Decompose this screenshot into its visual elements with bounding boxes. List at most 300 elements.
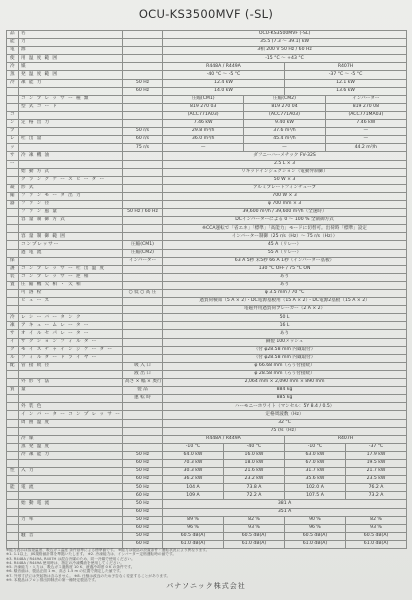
spec-label bbox=[19, 370, 123, 378]
spec-row bbox=[7, 395, 407, 403]
spec-value: 23.5 kW bbox=[345, 476, 406, 484]
spec-category: 護 bbox=[7, 265, 19, 273]
spec-value: 109 A bbox=[163, 492, 224, 500]
spec-value: リキッドインジェクション（電動弁制御） bbox=[163, 168, 407, 176]
spec-label: 始 動 電 流 bbox=[19, 500, 123, 508]
spec-value: 35.6 kW bbox=[284, 476, 345, 484]
spec-value: 82 % bbox=[345, 516, 406, 524]
spec-category: 冷 bbox=[7, 63, 19, 71]
spec-value: インバーター制御（25 r/s（Hz）～ 75 r/s（Hz）） bbox=[163, 233, 407, 241]
spec-value: 29.8 m³/h bbox=[163, 128, 244, 136]
spec-label: 吐 出 量 bbox=[19, 136, 123, 144]
spec-value: φ 66.68 mm（ろう付接続） bbox=[163, 362, 407, 370]
spec-category: 電 bbox=[7, 47, 19, 55]
spec-value: 73.2 A bbox=[345, 492, 406, 500]
spec-value: 76.2 A bbox=[345, 484, 406, 492]
spec-value: 82 % bbox=[223, 516, 284, 524]
spec-row bbox=[7, 63, 407, 71]
spec-category bbox=[7, 524, 19, 532]
spec-category bbox=[7, 95, 19, 103]
spec-category bbox=[7, 476, 19, 484]
spec-value: R407H bbox=[284, 63, 406, 71]
spec-row bbox=[7, 427, 407, 435]
spec-row bbox=[7, 443, 407, 451]
spec-row bbox=[7, 265, 407, 273]
spec-row bbox=[7, 144, 407, 152]
spec-sub-label bbox=[123, 95, 163, 103]
spec-value: 7.46 kW bbox=[163, 120, 244, 128]
spec-value: -10 °C bbox=[163, 443, 224, 451]
spec-sub-label bbox=[123, 63, 163, 71]
spec-category: 冷 bbox=[7, 314, 19, 322]
spec-label: 蒸 発 温 度 bbox=[19, 443, 123, 451]
spec-label bbox=[19, 492, 123, 500]
spec-category bbox=[7, 451, 19, 459]
spec-label bbox=[19, 459, 123, 467]
spec-value: 13.6 kW bbox=[284, 87, 406, 95]
spec-table-body bbox=[7, 31, 407, 549]
spec-row bbox=[7, 322, 407, 330]
spec-value: -37 °C bbox=[345, 443, 406, 451]
spec-category bbox=[7, 225, 19, 233]
spec-row bbox=[7, 152, 407, 160]
spec-value: 819 270 04 bbox=[244, 103, 325, 111]
spec-value: DCインバーターによる 0 ～ 100 % 全制御方式 bbox=[163, 217, 407, 225]
spec-value: 96 % bbox=[284, 524, 345, 532]
spec-category bbox=[7, 419, 19, 427]
spec-row bbox=[7, 281, 407, 289]
spec-value: 定格周波数（Hz） bbox=[163, 411, 407, 419]
spec-sub-label bbox=[123, 435, 163, 443]
spec-row bbox=[7, 200, 407, 208]
spec-label: 容 量 制 御 方 式 bbox=[19, 217, 123, 225]
spec-sub-label: 50 Hz / 60 Hz bbox=[123, 209, 163, 217]
spec-sub-label bbox=[123, 403, 163, 411]
spec-sub-label: 50 Hz bbox=[123, 516, 163, 524]
spec-row bbox=[7, 257, 407, 265]
spec-label: 冷 凍 能 力 bbox=[19, 451, 123, 459]
spec-sub-label: インバーター bbox=[123, 257, 163, 265]
spec-sub-label bbox=[123, 273, 163, 281]
spec-category bbox=[7, 532, 19, 540]
footnotes bbox=[6, 548, 406, 582]
spec-sub-label bbox=[123, 354, 163, 362]
spec-label: 外 装 色 bbox=[19, 403, 123, 411]
spec-row bbox=[7, 516, 407, 524]
spec-label: 凍 能 力 bbox=[19, 79, 123, 87]
spec-value: 19.5 kW bbox=[345, 459, 406, 467]
spec-label bbox=[19, 111, 123, 119]
spec-row bbox=[7, 249, 407, 257]
spec-sub-label bbox=[123, 225, 163, 233]
spec-value: 107.5 A bbox=[284, 492, 345, 500]
spec-sub-label bbox=[123, 120, 163, 128]
spec-row bbox=[7, 362, 407, 370]
spec-value: 21.7 kW bbox=[345, 468, 406, 476]
spec-label: 定 格 出 力 bbox=[19, 120, 123, 128]
spec-value: 過負荷検知（5 A × 2）・DC電源基板用（15 A × 2）・DC電源2基板（15 A × 2） bbox=[163, 298, 407, 306]
spec-row bbox=[7, 354, 407, 362]
spec-label: ア キ ュ ー ム レ ー タ ー bbox=[19, 322, 123, 330]
spec-sub-label: 50 Hz bbox=[123, 484, 163, 492]
spec-category bbox=[7, 459, 19, 467]
spec-value: 39,600 m³/h / 39,600 m³/h（全速時） bbox=[163, 209, 407, 217]
spec-value: アルミプレートフィンチューブ bbox=[163, 184, 407, 192]
spec-label: 力 率 bbox=[19, 516, 123, 524]
spec-value: 37.6 m³/h bbox=[244, 128, 325, 136]
spec-value: R448A / R449A bbox=[163, 63, 285, 71]
spec-category bbox=[7, 176, 19, 184]
spec-sub-label bbox=[123, 200, 163, 208]
spec-value: 63.0 kW bbox=[284, 451, 345, 459]
spec-label: 形 式 bbox=[19, 184, 123, 192]
spec-value: 18.0 kW bbox=[223, 459, 284, 467]
spec-sub-label bbox=[123, 39, 163, 47]
spec-row bbox=[7, 290, 407, 298]
company-name: パナソニック株式会社 bbox=[166, 582, 246, 590]
spec-category bbox=[7, 508, 19, 516]
spec-sub-label: 運 転 時 bbox=[123, 395, 163, 403]
spec-sub-label bbox=[123, 346, 163, 354]
spec-category: レ bbox=[7, 136, 19, 144]
spec-value: -40 °C ～ -5 °C bbox=[163, 71, 285, 79]
spec-sub-label bbox=[123, 71, 163, 79]
spec-row bbox=[7, 233, 407, 241]
spec-row bbox=[7, 508, 407, 516]
spec-category: ー bbox=[7, 160, 19, 168]
spec-row bbox=[7, 209, 407, 217]
spec-category bbox=[7, 168, 19, 176]
spec-category bbox=[7, 249, 19, 257]
spec-category bbox=[7, 298, 19, 306]
spec-value: 50 L bbox=[163, 314, 407, 322]
spec-label bbox=[19, 508, 123, 516]
spec-label: 力 bbox=[19, 39, 123, 47]
spec-value: 73.8 A bbox=[223, 484, 284, 492]
spec-category: 置 bbox=[7, 281, 19, 289]
spec-category bbox=[7, 370, 19, 378]
spec-row bbox=[7, 39, 407, 47]
spec-category bbox=[7, 411, 19, 419]
spec-sub-label: 高さ × 幅 × 奥行 bbox=[123, 379, 163, 387]
spec-value: 7.46 kW bbox=[325, 120, 406, 128]
spec-value: 61.0 dB(A) bbox=[345, 540, 406, 548]
spec-value: 700 W × 3 bbox=[163, 192, 407, 200]
spec-value: インバーター bbox=[325, 95, 406, 103]
spec-label: オ イ ル セ パ レ ー タ ー bbox=[19, 330, 123, 338]
spec-label: イ ン バ ー タ ー コ ン プ レ ッ サ ー bbox=[19, 411, 123, 419]
spec-category bbox=[7, 209, 19, 217]
spec-sub-label: 60 Hz bbox=[123, 508, 163, 516]
spec-value: 67.0 kW bbox=[284, 459, 345, 467]
spec-sub-label: 60 r/s bbox=[123, 136, 163, 144]
spec-label: 外 形 寸 法 bbox=[19, 379, 123, 387]
spec-row bbox=[7, 225, 407, 233]
spec-value: 61.0 dB(A) bbox=[284, 540, 345, 548]
spec-label: 管 接 続 径 bbox=[19, 362, 123, 370]
spec-value: 93 % bbox=[223, 524, 284, 532]
spec-row bbox=[7, 241, 407, 249]
spec-value: -15 °C ～ +43 °C bbox=[163, 55, 407, 63]
spec-category bbox=[7, 427, 19, 435]
spec-label: 過 電 流 bbox=[19, 249, 123, 257]
spec-label: 媒 bbox=[19, 63, 123, 71]
spec-value: 21.6 kW bbox=[223, 468, 284, 476]
spec-category bbox=[7, 379, 19, 387]
spec-sub-label: 50 Hz bbox=[123, 451, 163, 459]
spec-value: (ACC771MA03) bbox=[325, 111, 406, 119]
spec-value: 351 A bbox=[163, 508, 407, 516]
spec-category: 冷 bbox=[7, 79, 19, 87]
spec-category bbox=[7, 233, 19, 241]
spec-sub-label: 50 r/s bbox=[123, 128, 163, 136]
spec-category: 凍 bbox=[7, 322, 19, 330]
spec-sub-label bbox=[123, 47, 163, 55]
spec-sub-label: 圧縮(CM1) bbox=[123, 241, 163, 249]
spec-category bbox=[7, 516, 19, 524]
spec-sub-label: 50 Hz bbox=[123, 79, 163, 87]
spec-sub-label: 圧縮(CM2) bbox=[123, 249, 163, 257]
spec-value: -40 °C bbox=[223, 443, 284, 451]
spec-value: あり bbox=[163, 273, 407, 281]
spec-value: -37 °C ～ -5 °C bbox=[284, 71, 406, 79]
spec-label: 周 囲 温 度 bbox=[19, 419, 123, 427]
spec-sub-label: 液 出 口 bbox=[123, 370, 163, 378]
spec-sub-label bbox=[123, 160, 163, 168]
spec-value: φ 3.5 mm / 70 °C bbox=[163, 290, 407, 298]
spec-category: コ bbox=[7, 111, 19, 119]
footnote-line: ※6. 騒音値は、製品正面 1 m、高さ 1.5 m の位置で測定した値です。 bbox=[6, 569, 124, 574]
spec-label: 冷 凍 機 油 bbox=[19, 152, 123, 160]
spec-category: 器 bbox=[7, 200, 19, 208]
spec-value: 16 L bbox=[163, 322, 407, 330]
spec-sub-label bbox=[123, 233, 163, 241]
spec-value: 102.0 A bbox=[284, 484, 345, 492]
spec-row bbox=[7, 71, 407, 79]
spec-value: 圧縮(CM1) bbox=[163, 95, 244, 103]
spec-label: コンプレッサー bbox=[19, 241, 123, 249]
spec-value: 89 % bbox=[163, 516, 224, 524]
spec-row bbox=[7, 468, 407, 476]
spec-sub-label: 60 Hz bbox=[123, 476, 163, 484]
spec-value: 30.3 kW bbox=[163, 468, 224, 476]
spec-label bbox=[19, 476, 123, 484]
spec-value: 93 % bbox=[345, 524, 406, 532]
spec-value: — bbox=[163, 144, 244, 152]
spec-row bbox=[7, 484, 407, 492]
spec-category: プ bbox=[7, 128, 19, 136]
spec-row bbox=[7, 217, 407, 225]
spec-sub-label bbox=[123, 298, 163, 306]
spec-value: 2,064 mm × 2,090 mm × 890 mm bbox=[163, 379, 407, 387]
spec-value: 2.5 L × 3 bbox=[163, 160, 407, 168]
spec-row bbox=[7, 330, 407, 338]
spec-sub-label bbox=[123, 168, 163, 176]
spec-label: 電 流 bbox=[19, 484, 123, 492]
spec-row bbox=[7, 176, 407, 184]
spec-sub-label bbox=[123, 31, 163, 39]
spec-value: 23.2 kW bbox=[223, 476, 284, 484]
footnote-line: ※9. 本製品はフロン排出抑制法の第一種特定製品です。 bbox=[6, 578, 99, 583]
footnote-line: ※3. R448A / R449A, R407H は混合冷媒のため、同一冷媒で使用ください。 bbox=[6, 556, 135, 561]
spec-value: φ 28.58 mm（ろう付接続） bbox=[163, 370, 407, 378]
spec-row bbox=[7, 136, 407, 144]
spec-category: ン bbox=[7, 120, 19, 128]
spec-value: 銅製 100メッシュ bbox=[163, 338, 407, 346]
spec-sub-label: 60 Hz bbox=[123, 87, 163, 95]
spec-sub-label bbox=[123, 103, 163, 111]
spec-label: 名 bbox=[19, 31, 123, 39]
spec-value: 60.5 dB(A) bbox=[223, 532, 284, 540]
spec-value: 96 % bbox=[163, 524, 224, 532]
spec-category: 能 bbox=[7, 484, 19, 492]
spec-value: 9.40 kW bbox=[244, 120, 325, 128]
spec-category: 質 bbox=[7, 387, 19, 395]
spec-value: 12.4 kW bbox=[163, 79, 285, 87]
footnote-line: ※7. 外形寸法には突起物は含みません。 ※8. 仕様は改良のため予告なく変更することがあります。 bbox=[6, 573, 171, 578]
spec-row bbox=[7, 192, 407, 200]
spec-value: 31.7 kW bbox=[284, 468, 345, 476]
spec-label: フ ァ ン 径 bbox=[19, 200, 123, 208]
footnote-line: ※1. 1.1以上、JIS規格値計算を準拠いたします。 ※2. 冷凍能力は、インバーター定格運転時の値です。 bbox=[6, 552, 177, 557]
spec-row bbox=[7, 160, 407, 168]
spec-label: レ シ ー バ ー タ ン ク bbox=[19, 314, 123, 322]
spec-value: 130 °C OFF / 75 °C ON bbox=[163, 265, 407, 273]
spec-sub-label bbox=[123, 314, 163, 322]
spec-sub-label: 50 Hz bbox=[123, 500, 163, 508]
spec-label: 型 式 コ ー ド bbox=[19, 103, 123, 111]
spec-sub-label bbox=[123, 176, 163, 184]
spec-value: 884 kg bbox=[163, 387, 407, 395]
spec-category: 保 bbox=[7, 257, 19, 265]
spec-category bbox=[7, 395, 19, 403]
spec-sub-label: 吸 入 口 bbox=[123, 362, 163, 370]
spec-value: OCU-KS3500MVF (-SL) bbox=[163, 31, 407, 39]
spec-value: 63 A 5秒 未5秒 66 A 1秒（インバーター基板） bbox=[163, 257, 407, 265]
spec-category bbox=[7, 492, 19, 500]
spec-row bbox=[7, 387, 407, 395]
spec-value: — bbox=[325, 136, 406, 144]
spec-sub-label bbox=[123, 338, 163, 346]
spec-category: イ bbox=[7, 338, 19, 346]
spec-row bbox=[7, 120, 407, 128]
spec-value: 64.0 kW bbox=[163, 451, 224, 459]
spec-label: コ ン プ レ ッ サ ー 逆 相 bbox=[19, 273, 123, 281]
spec-value: 61.0 dB(A) bbox=[163, 540, 224, 548]
spec-sub-label bbox=[123, 322, 163, 330]
spec-label: ヒ ュ ー ズ bbox=[19, 298, 123, 306]
spec-row bbox=[7, 451, 407, 459]
spec-value: 45.4 m³/h bbox=[244, 136, 325, 144]
spec-row bbox=[7, 31, 407, 39]
spec-value: あり bbox=[163, 281, 407, 289]
spec-category: 能 bbox=[7, 39, 19, 47]
spec-value: 16.0 kW bbox=[223, 451, 284, 459]
spec-sub-label: 75 r/s bbox=[123, 144, 163, 152]
spec-category: 品 bbox=[7, 31, 19, 39]
spec-value: 381 A bbox=[163, 500, 407, 508]
spec-sub-label bbox=[123, 427, 163, 435]
spec-row bbox=[7, 306, 407, 314]
spec-value: φ 700 mm × 3 bbox=[163, 200, 407, 208]
spec-value: 70.3 kW bbox=[163, 459, 224, 467]
spec-row bbox=[7, 370, 407, 378]
spec-value: R448A / R449A bbox=[163, 435, 285, 443]
spec-value: 75 r/s（Hz） bbox=[163, 427, 407, 435]
spec-sub-label: 製 品 bbox=[123, 387, 163, 395]
spec-row bbox=[7, 55, 407, 63]
spec-value: 電磁弁用過負荷ブレーカー（2 A × 2） bbox=[163, 306, 407, 314]
spec-row bbox=[7, 111, 407, 119]
spec-label: 圧 縮 機 欠 相 ・ 欠 相 bbox=[19, 281, 123, 289]
spec-row bbox=[7, 435, 407, 443]
spec-sub-label bbox=[123, 443, 163, 451]
spec-row bbox=[7, 346, 407, 354]
spec-value: ※CCA運転で「省エネ」「標準」「高能力」モードに切替可。出荷時「標準」設定 bbox=[163, 225, 407, 233]
spec-value: 圧縮(CM2) bbox=[244, 95, 325, 103]
spec-sub-label bbox=[123, 55, 163, 63]
spec-label bbox=[19, 160, 123, 168]
spec-category bbox=[7, 87, 19, 95]
spec-row bbox=[7, 492, 407, 500]
spec-label bbox=[19, 524, 123, 532]
spec-category bbox=[7, 241, 19, 249]
spec-value: 819 270 03 bbox=[163, 103, 244, 111]
spec-category bbox=[7, 500, 19, 508]
spec-sub-label: 50 Hz bbox=[123, 532, 163, 540]
spec-category: サ bbox=[7, 152, 19, 160]
spec-row bbox=[7, 338, 407, 346]
footnote-line: ※能力表示は蒸発温度、吸込ガス温度 条件基準による標準値です。 ※能力は製品の設置条件・運転状況により異なります。 bbox=[6, 548, 210, 552]
spec-sub-label: 60 Hz bbox=[123, 492, 163, 500]
spec-label: フ ァ ン モ ー タ 出 力 bbox=[19, 192, 123, 200]
spec-value: （付 φ28.58 mm 内蔵取付） bbox=[163, 346, 407, 354]
spec-value: 32 °C bbox=[163, 419, 407, 427]
spec-row bbox=[7, 459, 407, 467]
spec-value: 60.5 dB(A) bbox=[345, 532, 406, 540]
spec-row bbox=[7, 500, 407, 508]
spec-sub-label: 50 Hz bbox=[123, 468, 163, 476]
spec-label: コ ン プ レ ッ サ ー 種 類 bbox=[19, 95, 123, 103]
spec-category: 性 bbox=[7, 468, 19, 476]
spec-row bbox=[7, 411, 407, 419]
spec-value: ダフニーハーメチック FV-32S bbox=[163, 152, 407, 160]
spec-label: フ ィ ル タ ー ド ラ イ ヤ ー bbox=[19, 354, 123, 362]
spec-label bbox=[19, 87, 123, 95]
spec-sub-label bbox=[123, 330, 163, 338]
spec-value: あり bbox=[163, 330, 407, 338]
spec-label: モ イ ス チ ャ イ ン ジ ケ ー タ ー bbox=[19, 346, 123, 354]
spec-value: 55 A（リレー） bbox=[163, 249, 407, 257]
spec-label: 始 動 方 式 bbox=[19, 168, 123, 176]
spec-value: 14.0 kW bbox=[163, 87, 285, 95]
spec-sub-label bbox=[123, 281, 163, 289]
spec-label: 冷 媒 bbox=[19, 435, 123, 443]
spec-value: （付 φ28.58 mm 内蔵取付） bbox=[163, 354, 407, 362]
spec-label: ク ラ ン ク ケ ー ス ヒ ー タ ー bbox=[19, 176, 123, 184]
spec-category: 縮 bbox=[7, 192, 19, 200]
spec-label: 容 量 制 御 範 囲 bbox=[19, 233, 123, 241]
spec-sub-label bbox=[123, 192, 163, 200]
spec-row bbox=[7, 103, 407, 111]
spec-label: 可 溶 栓 bbox=[19, 290, 123, 298]
spec-row bbox=[7, 476, 407, 484]
spec-value: 50 W × 3 bbox=[163, 176, 407, 184]
spec-value: 45 A（リレー） bbox=[163, 241, 407, 249]
spec-label: 用 温 度 範 囲 bbox=[19, 55, 123, 63]
spec-row bbox=[7, 184, 407, 192]
spec-table bbox=[6, 30, 407, 549]
